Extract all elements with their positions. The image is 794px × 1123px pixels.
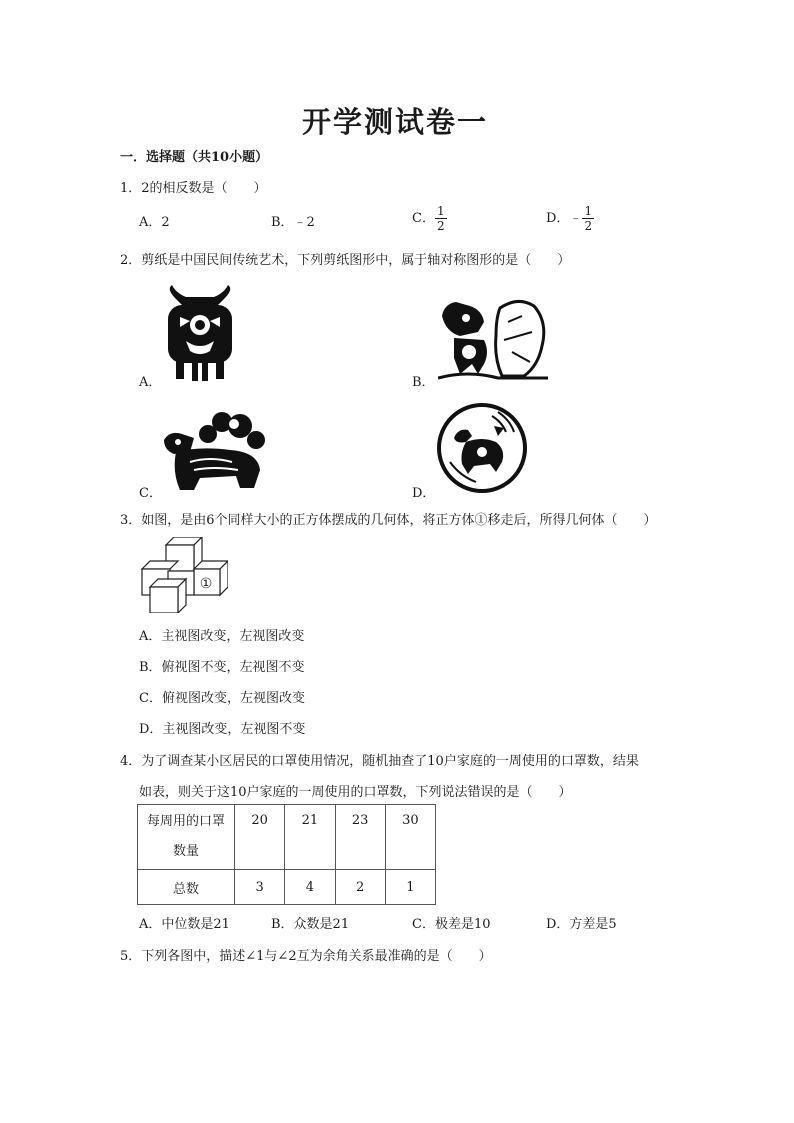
q3-option-c[interactable]: C．俯视图改变，左视图改变 xyxy=(139,691,305,706)
q2-option-a[interactable]: A． xyxy=(139,375,162,390)
table-row-header-total: 总数 xyxy=(138,870,235,905)
question-1-stem: 1．2的相反数是（ ） xyxy=(120,181,267,196)
q1-option-b[interactable]: B．﹣2 xyxy=(271,215,315,230)
section-heading: 一．选择题（共10小题） xyxy=(120,150,269,165)
question-4-stem-line1: 4．为了调查某小区居民的口罩使用情况，随机抽查了10户家庭的一周使用的口罩数，结果 xyxy=(120,754,639,769)
ox-papercut-in-circle-icon xyxy=(436,402,528,494)
q4-option-d[interactable]: D．方差是5 xyxy=(546,917,617,932)
question-4-stem-line2: 如表，则关于这10户家庭的一周使用的口罩数，下列说法错误的是（ ） xyxy=(139,785,572,800)
q3-option-a[interactable]: A．主视图改变，左视图改变 xyxy=(139,629,305,644)
fraction-neg-one-half: $\frac{1}{2}$ xyxy=(584,204,593,233)
q4-option-c[interactable]: C．极差是10 xyxy=(412,917,491,932)
table-cell: 23 xyxy=(335,805,385,870)
cube-stack-figure xyxy=(140,537,228,613)
cube-one-label: ① xyxy=(199,576,213,592)
q2-option-b[interactable]: B． xyxy=(412,375,435,390)
mask-usage-table xyxy=(137,804,436,905)
table-cell: 20 xyxy=(235,805,285,870)
q1-option-a[interactable]: A．2 xyxy=(139,215,170,230)
table-cell: 3 xyxy=(235,870,285,905)
table-cell: 4 xyxy=(285,870,335,905)
question-3-stem: 3．如图，是由6个同样大小的正方体摆成的几何体，将正方体①移走后，所得几何体（ ） xyxy=(120,513,657,528)
q4-option-b[interactable]: B．众数是21 xyxy=(271,917,350,932)
question-5-stem: 5．下列各图中，描述∠1与∠2互为余角关系最准确的是（ ） xyxy=(120,949,492,964)
q2-option-c[interactable]: C． xyxy=(139,486,162,501)
table-row-header-usage: 每周用的口罩 数量 xyxy=(138,805,235,870)
table-cell: 1 xyxy=(385,870,435,905)
ox-papercut-front-icon xyxy=(162,285,238,381)
q1-option-c-label: C． xyxy=(412,211,435,226)
table-cell: 21 xyxy=(285,805,335,870)
q3-option-b[interactable]: B．俯视图不变，左视图不变 xyxy=(139,660,305,675)
table-cell: 30 xyxy=(385,805,435,870)
q1-option-d[interactable] xyxy=(546,204,594,233)
fraction-one-half: $\frac{1}{2}$ xyxy=(436,204,445,233)
table-cell: 2 xyxy=(335,870,385,905)
q4-option-a[interactable]: A．中位数是21 xyxy=(139,917,230,932)
page-title: 开学测试卷一 xyxy=(302,105,489,139)
ox-papercut-with-stone-icon xyxy=(438,292,548,382)
q1-option-c[interactable] xyxy=(412,204,447,233)
q1-option-d-label: D．﹣ xyxy=(546,211,583,226)
question-2-stem: 2．剪纸是中国民间传统艺术，下列剪纸图形中，属于轴对称图形的是（ ） xyxy=(120,253,571,268)
ox-papercut-with-flowers-icon xyxy=(160,404,268,494)
q3-option-d[interactable]: D．主视图改变，左视图不变 xyxy=(139,722,306,737)
q2-option-d[interactable]: D． xyxy=(412,486,436,501)
